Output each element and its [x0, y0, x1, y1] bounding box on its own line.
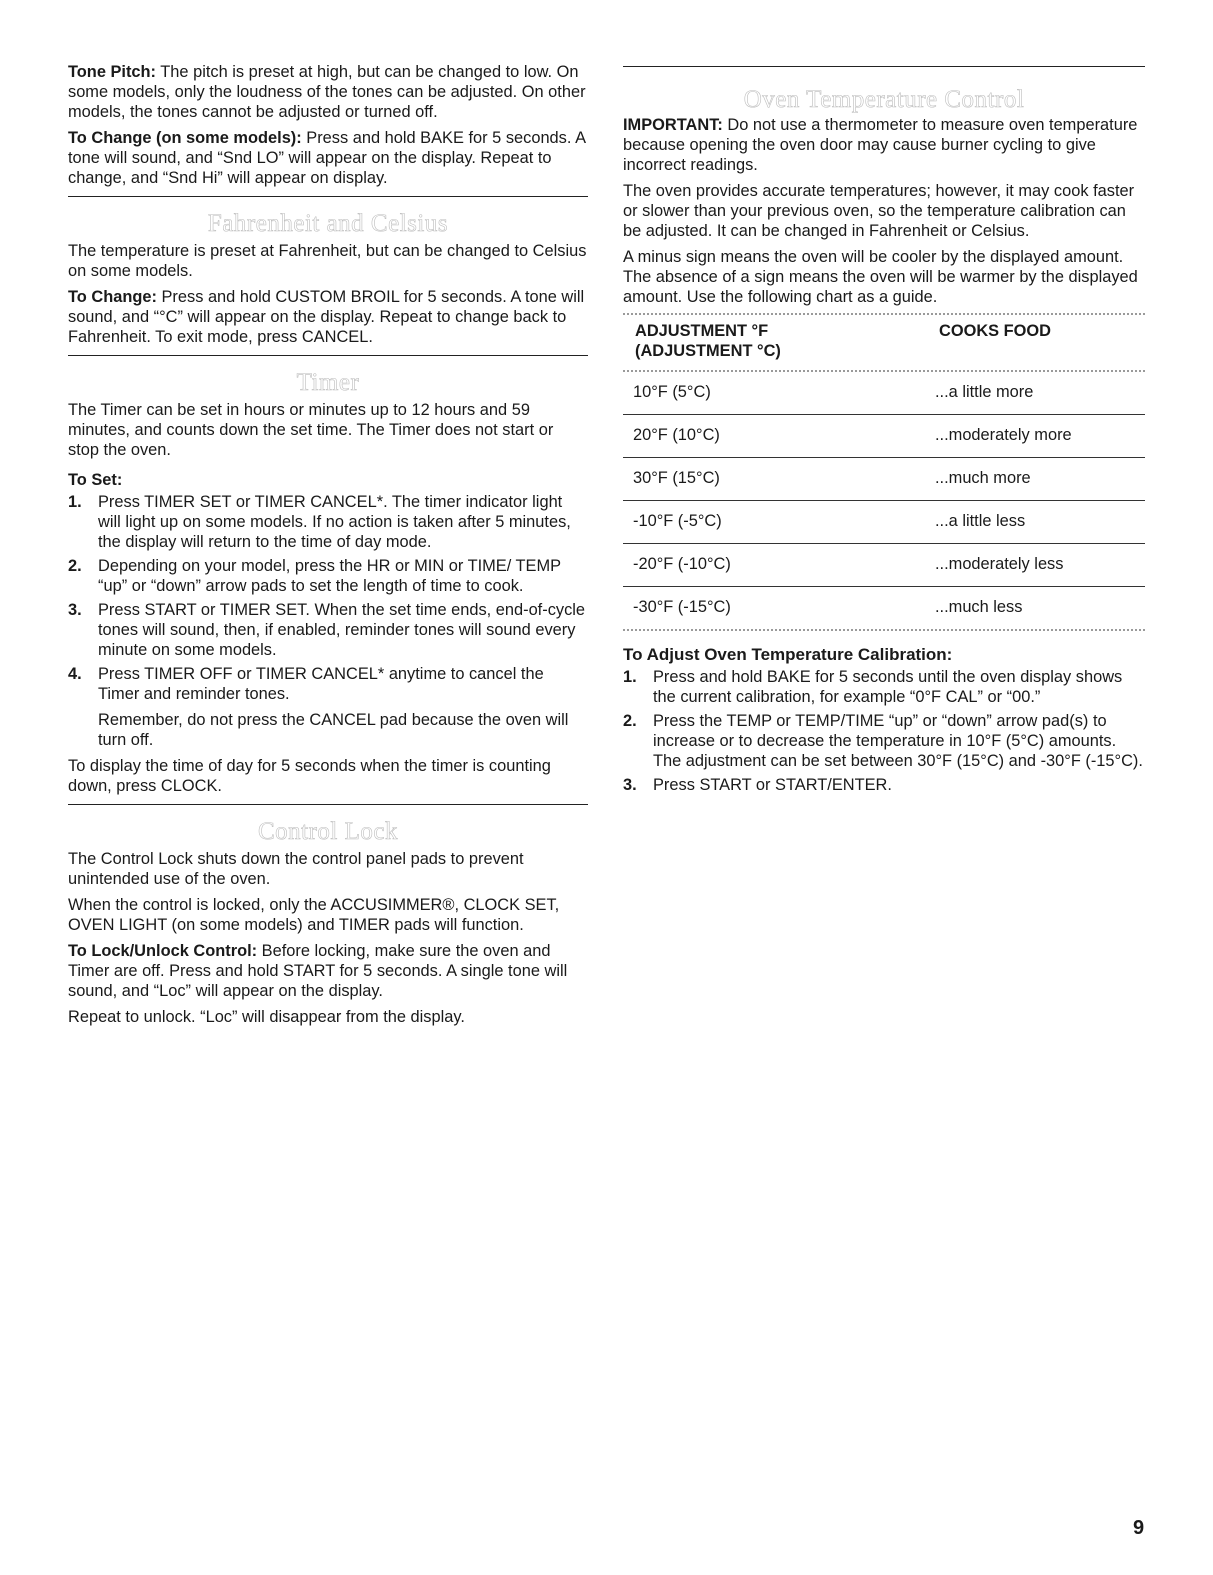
calibration-steps-list: [623, 667, 1145, 795]
timer-steps-list: [68, 492, 588, 750]
fahrenheit-section-title: Fahrenheit and Celsius: [207, 210, 449, 237]
table-header-row: [623, 315, 1145, 370]
list-item: 4. Press TIMER OFF or TIMER CANCEL* anytime to cancel the Timer and reminder tones. Remember, do not press the CANCEL pad because the oven will turn off.: [68, 664, 588, 750]
step-note: Remember, do not press the CANCEL pad because the oven will turn off.: [98, 711, 569, 749]
table-row: 10°F (5°C) ...a little more: [623, 372, 1145, 415]
table-row: -10°F (-5°C) ...a little less: [623, 501, 1145, 544]
unlock-paragraph: Repeat to unlock. “Loc” will disappear from the display.: [68, 1008, 465, 1026]
table-row: -20°F (-10°C) ...moderately less: [623, 544, 1145, 587]
adjustment-table: [623, 315, 1145, 370]
page-number: 9: [1133, 1517, 1145, 1539]
section-divider: [68, 804, 588, 805]
section-divider: [623, 66, 1145, 67]
adjustment-table-body: [623, 372, 1145, 629]
list-item: 2. Press the TEMP or TEMP/TIME “up” or “down” arrow pad(s) to increase or to decrease the temperature in 10°F (5°C) amounts. The adjustment can be set between 30°F (15°C) and -30°F (-15°C).: [623, 712, 1143, 770]
control-lock-pads-paragraph: When the control is locked, only the ACCUSIMMER®, CLOCK SET, OVEN LIGHT (on some models) and TIMER pads will function.: [68, 896, 560, 934]
lock-unlock-paragraph: To Lock/Unlock Control: Before locking, make sure the oven and Timer are off. Press and hold START for 5 seconds. A single tone will sound, and “Loc” will appear on the display.: [68, 942, 568, 1000]
left-column: [68, 62, 588, 1033]
list-item: 1. Press TIMER SET or TIMER CANCEL*. The timer indicator light will light up on some models. If no action is taken after 5 minutes, the display will return to the time of day mode.: [68, 493, 571, 551]
timer-section-title: Timer: [296, 369, 360, 396]
oven-temp-section-title: Oven Temperature Control: [743, 86, 1025, 113]
tone-change-paragraph: To Change (on some models): Press and hold BAKE for 5 seconds. A tone will sound, and “Snd LO” will appear on the display. Repeat to change, and “Snd Hi” will appear on display.: [68, 129, 586, 187]
table-row: -30°F (-15°C) ...much less: [633, 598, 1023, 616]
right-column: [623, 66, 1145, 801]
timer-outro: To display the time of day for 5 seconds when the timer is counting down, press CLOCK.: [68, 757, 551, 795]
to-set-heading: To Set:: [68, 471, 123, 489]
table-bottom-rule: [623, 629, 1145, 631]
table-row: 30°F (15°C) ...much more: [623, 458, 1145, 501]
list-item: 2. Depending on your model, press the HR or MIN or TIME/ TEMP “up” or “down” arrow pads to set the length of time to cook.: [68, 557, 561, 595]
tone-pitch-paragraph: Tone Pitch: The pitch is preset at high, but can be changed to low. On some models, only the loudness of the tones can be adjusted. On other models, the tones cannot be adjusted or turned off.: [68, 63, 586, 121]
adjustment-column-header: ADJUSTMENT °F (ADJUSTMENT °C): [635, 322, 781, 360]
important-paragraph: IMPORTANT: Do not use a thermometer to measure oven temperature because opening the oven door may cause burner cycling to give incorrect readings.: [623, 116, 1138, 174]
calibration-heading: To Adjust Oven Temperature Calibration:: [623, 645, 953, 664]
section-divider: [68, 196, 588, 197]
table-row: 20°F (10°C) ...moderately more: [623, 415, 1145, 458]
control-lock-intro: The Control Lock shuts down the control panel pads to prevent unintended use of the oven.: [68, 850, 524, 888]
list-item: 3. Press START or START/ENTER.: [623, 776, 892, 794]
list-item: 1. Press and hold BAKE for 5 seconds until the oven display shows the current calibration, for example “0°F CAL” or “00.”: [623, 668, 1123, 706]
fahrenheit-change-paragraph: To Change: Press and hold CUSTOM BROIL for 5 seconds. A tone will sound, and “°C” will appear on the display. Repeat to change back to Fahrenheit. To exit mode, press CANCEL.: [68, 288, 585, 346]
section-divider: [68, 355, 588, 356]
cooks-food-column-header: COOKS FOOD: [939, 322, 1052, 340]
minus-sign-paragraph: A minus sign means the oven will be cooler by the displayed amount. The absence of a sign means the oven will be warmer by the displayed amount. Use the following chart as a guide.: [623, 248, 1138, 306]
list-item: 3. Press START or TIMER SET. When the set time ends, end-of-cycle tones will sound, then, if enabled, reminder tones will sound every minute on some models.: [68, 601, 586, 659]
calibration-paragraph: The oven provides accurate temperatures; however, it may cook faster or slower than your previous oven, so the temperature calibration can be adjusted. It can be changed in Fahrenheit or Celsius.: [623, 182, 1135, 240]
timer-intro: The Timer can be set in hours or minutes up to 12 hours and 59 minutes, and counts down the set time. The Timer does not start or stop the oven.: [68, 401, 554, 459]
fahrenheit-intro: The temperature is preset at Fahrenheit, but can be changed to Celsius on some models.: [68, 242, 587, 280]
control-lock-section-title: Control Lock: [257, 818, 398, 845]
